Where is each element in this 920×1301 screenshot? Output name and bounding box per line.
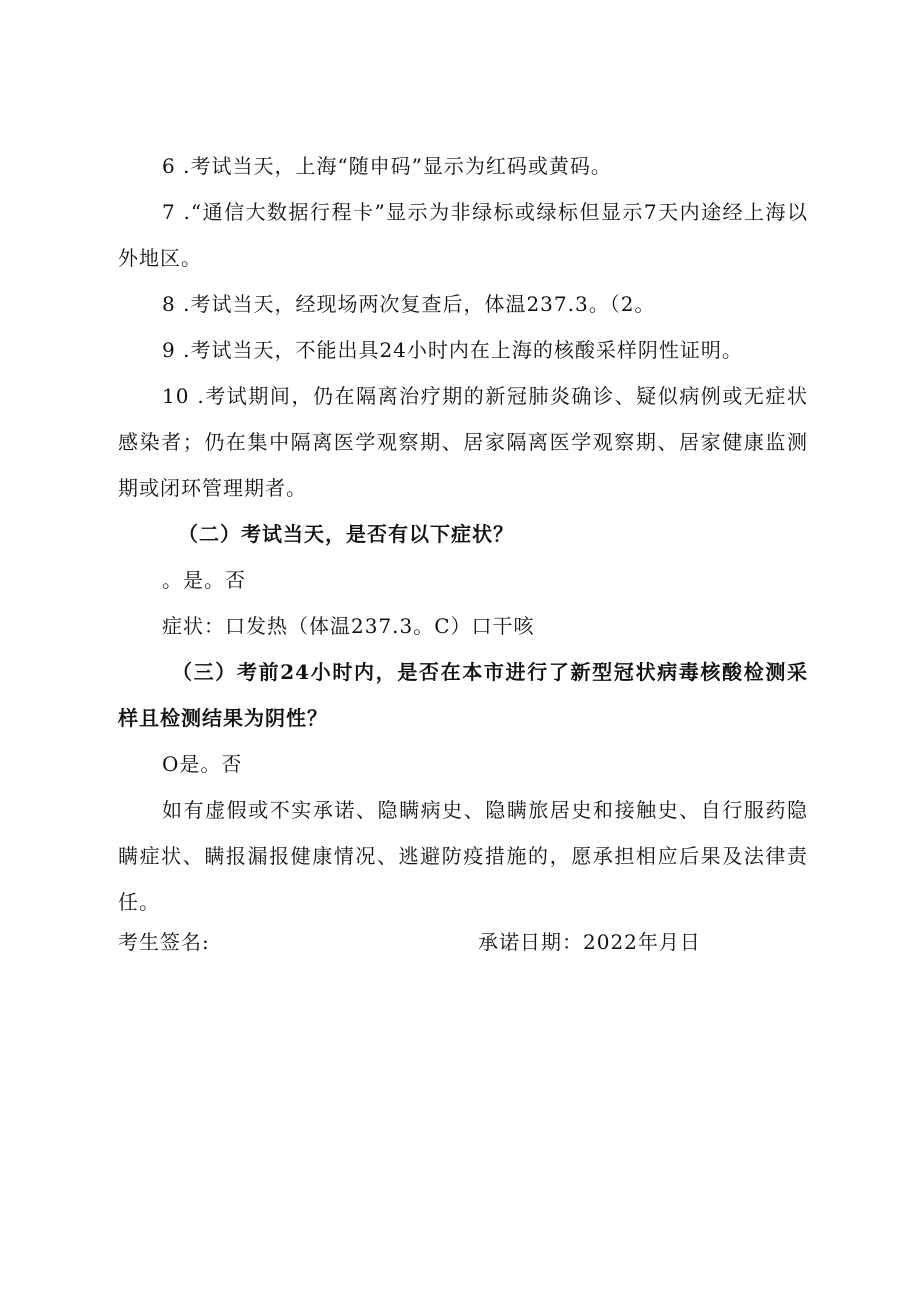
list-item-9: 9 .考试当天，不能出具24小时内在上海的核酸采样阴性证明。 — [162, 338, 743, 362]
section-3-heading: （三）考前24小时内，是否在本市进行了新型冠状病毒核酸检测采样且检测结果为阴性？ — [118, 660, 808, 730]
list-item-6: 6 .考试当天，上海“随申码”显示为红码或黄码。 — [162, 154, 612, 178]
section-2-options: 。是。否 — [162, 568, 246, 592]
list-item-7: 7 .“通信大数据行程卡”显示为非绿标或绿标但显示7天内途经上海以外地区。 — [118, 200, 808, 270]
list-item-8: 8 .考试当天，经现场两次复查后，体温237.3。（2。 — [162, 292, 656, 316]
section-2-symptoms: 症状：口发热（体温237.3。C）口干咳 — [162, 614, 535, 638]
section-2-heading: （二）考试当天，是否有以下症状？ — [178, 522, 514, 546]
section-3-options: O是。否 — [162, 752, 243, 776]
date-label: 承诺日期：2022年月日 — [478, 930, 701, 954]
document-body — [118, 143, 808, 925]
signature-label: 考生签名: — [118, 930, 210, 954]
list-item-10: 10 .考试期间，仍在隔离治疗期的新冠肺炎确诊、疑似病例或无症状感染者；仍在集中隔离医学观察期、居家隔离医学观察期、居家健康监测期或闭环管理期者。 — [118, 384, 808, 500]
declaration-text: 如有虚假或不实承诺、隐瞒病史、隐瞒旅居史和接触史、自行服药隐瞒症状、瞒报漏报健康情况、逃避防疫措施的，愿承担相应后果及法律责任。 — [118, 798, 808, 914]
